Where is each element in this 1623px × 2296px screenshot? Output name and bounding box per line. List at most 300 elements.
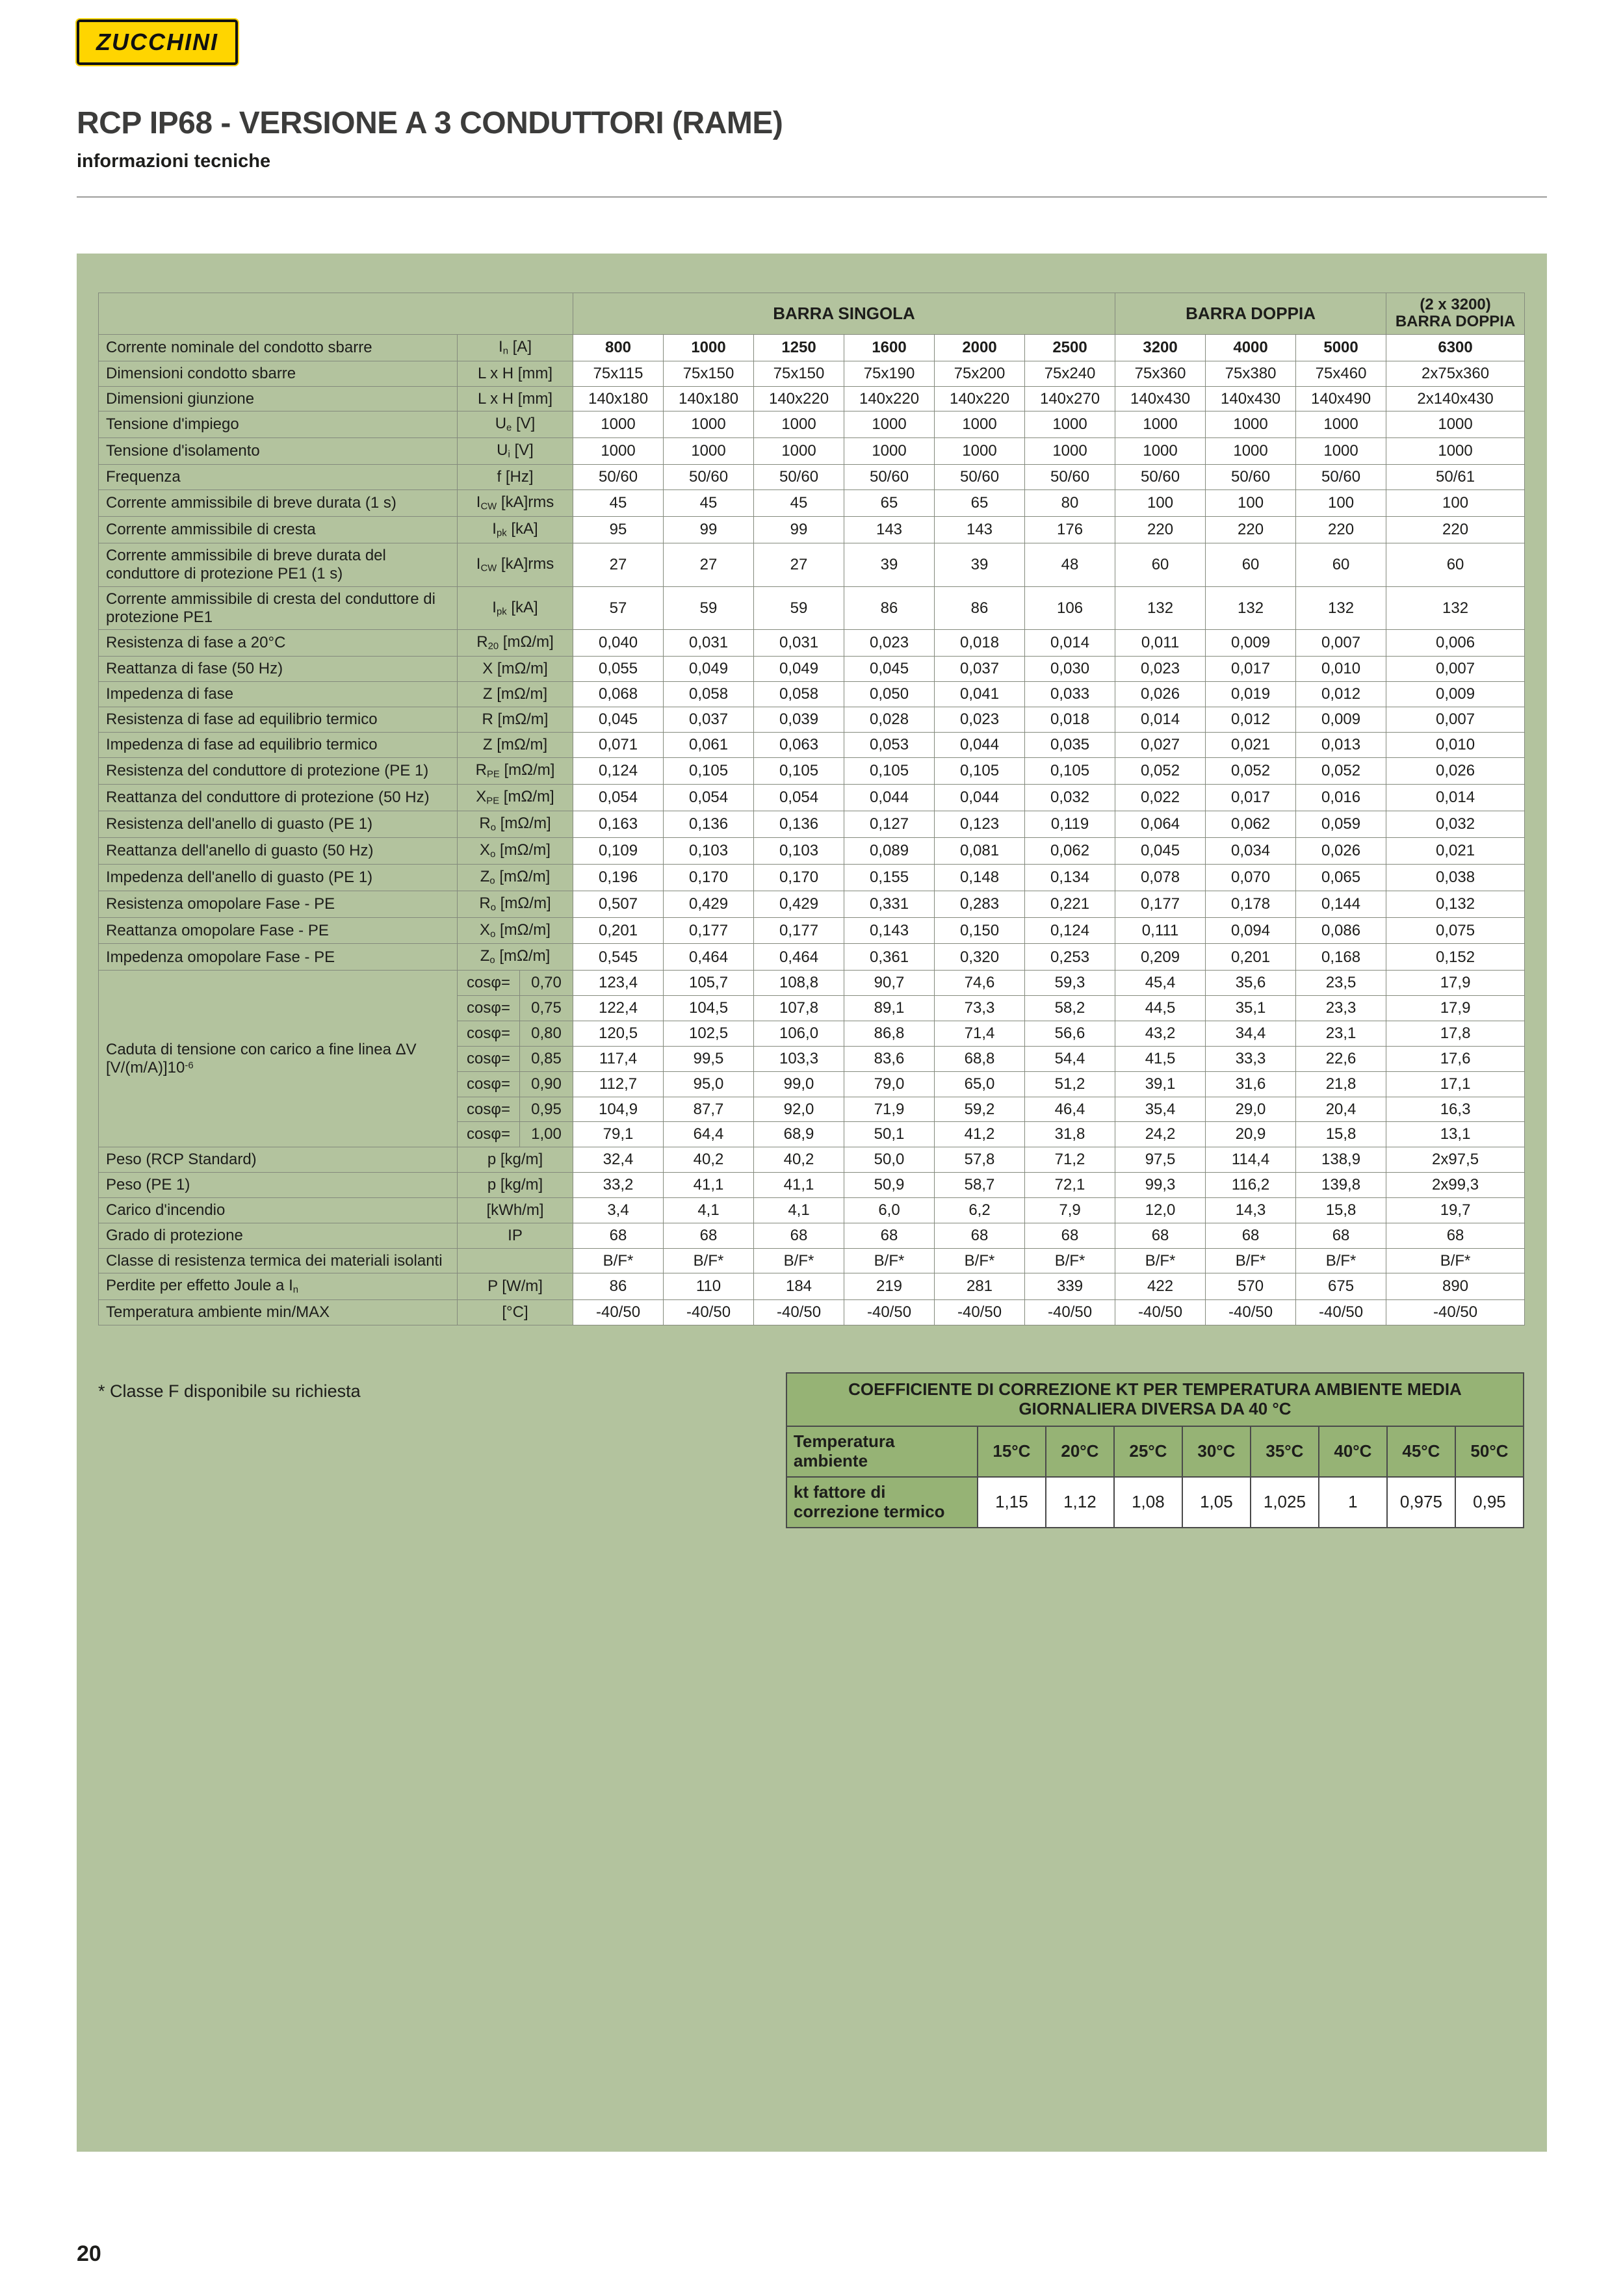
cell: 138,9	[1296, 1147, 1386, 1173]
cell: 68	[664, 1223, 754, 1248]
row-label: Reattanza dell'anello di guasto (50 Hz)	[99, 837, 458, 864]
cos-phi-label: cosφ=	[458, 1097, 520, 1122]
table-row	[99, 465, 1525, 490]
cell: 0,039	[754, 707, 844, 733]
row-unit: $R_o$ [mΩ/m]	[458, 811, 573, 837]
cell: 0,064	[1115, 811, 1206, 837]
technical-data-table	[98, 293, 1525, 1325]
cell: 34,4	[1206, 1021, 1296, 1047]
cell: 0,148	[935, 864, 1025, 891]
cell: 99,0	[754, 1071, 844, 1097]
row-unit: $R_o$ [mΩ/m]	[458, 891, 573, 917]
cell: 0,007	[1386, 707, 1525, 733]
cell: 17,9	[1386, 971, 1525, 996]
cell: 0,209	[1115, 944, 1206, 971]
cell: 32,4	[573, 1147, 664, 1173]
cell: 0,052	[1115, 757, 1206, 784]
cell: 2x75x360	[1386, 361, 1525, 386]
cell: 1000	[1206, 411, 1296, 438]
cell: 3200	[1115, 334, 1206, 361]
cell: 79,0	[844, 1071, 935, 1097]
cell: 114,4	[1206, 1147, 1296, 1173]
cell: 50,0	[844, 1147, 935, 1173]
cell: 0,045	[1115, 837, 1206, 864]
group-header-row	[99, 293, 1525, 335]
kt-temp-header: 30°C	[1182, 1426, 1251, 1477]
cell: 57,8	[935, 1147, 1025, 1173]
cell: 50/60	[1296, 465, 1386, 490]
cell: 0,105	[844, 757, 935, 784]
cell: 0,017	[1206, 657, 1296, 682]
row-label: Corrente ammissibile di breve durata del conduttore di protezione PE1 (1 s)	[99, 543, 458, 587]
row-unit: $I_n$ [A]	[458, 334, 573, 361]
cell: 0,009	[1386, 682, 1525, 707]
cell: 20,9	[1206, 1122, 1296, 1147]
kt-factor-value: 1,025	[1251, 1477, 1319, 1528]
cell: 50/60	[754, 465, 844, 490]
row-unit: P [W/m]	[458, 1273, 573, 1300]
cos-phi-label: cosφ=	[458, 1021, 520, 1047]
kt-factor-value: 0,975	[1387, 1477, 1455, 1528]
cell: 71,4	[935, 1021, 1025, 1047]
cell: 0,044	[935, 732, 1025, 757]
cell: 0,155	[844, 864, 935, 891]
cell: 59,3	[1025, 971, 1115, 996]
table-row	[99, 586, 1525, 630]
kt-factor-value: 1,15	[978, 1477, 1046, 1528]
cell: 75x380	[1206, 361, 1296, 386]
cell: -40/50	[1025, 1300, 1115, 1325]
cell: 1000	[1296, 438, 1386, 465]
cell: 51,2	[1025, 1071, 1115, 1097]
cell: 0,058	[664, 682, 754, 707]
kt-factor-value: 0,95	[1455, 1477, 1524, 1528]
cell: 86	[573, 1273, 664, 1300]
cell: 102,5	[664, 1021, 754, 1047]
cell: 0,049	[754, 657, 844, 682]
row-unit: $X_o$ [mΩ/m]	[458, 837, 573, 864]
cell: 68,8	[935, 1046, 1025, 1071]
cell: 0,331	[844, 891, 935, 917]
cell: 1000	[1115, 411, 1206, 438]
cell: 0,062	[1025, 837, 1115, 864]
cell: 0,045	[573, 707, 664, 733]
kt-value-row	[786, 1477, 1524, 1528]
cell: 50,1	[844, 1122, 935, 1147]
cell: 220	[1296, 517, 1386, 543]
cell: 1000	[573, 411, 664, 438]
cell: 64,4	[664, 1122, 754, 1147]
cell: 45	[754, 490, 844, 517]
cell: 40,2	[664, 1147, 754, 1173]
cell: 41,5	[1115, 1046, 1206, 1071]
row-unit: $I_{pk}$ [kA]	[458, 586, 573, 630]
cell: 16,3	[1386, 1097, 1525, 1122]
cell: 1000	[935, 411, 1025, 438]
cell: 0,081	[935, 837, 1025, 864]
table-row	[99, 438, 1525, 465]
cell: -40/50	[754, 1300, 844, 1325]
cell: 890	[1386, 1273, 1525, 1300]
cell: 23,1	[1296, 1021, 1386, 1047]
cell: 71,9	[844, 1097, 935, 1122]
table-row	[99, 917, 1525, 944]
cell: 2x99,3	[1386, 1173, 1525, 1198]
cell: 140x270	[1025, 386, 1115, 411]
table-row	[99, 1223, 1525, 1248]
cell: 100	[1115, 490, 1206, 517]
row-label: Dimensioni condotto sbarre	[99, 361, 458, 386]
cell: 99	[754, 517, 844, 543]
cell: 0,111	[1115, 917, 1206, 944]
row-label: Reattanza del conduttore di protezione (50 Hz)	[99, 784, 458, 811]
kt-col-label: Temperatura ambiente	[786, 1426, 978, 1477]
cell: 0,013	[1296, 732, 1386, 757]
row-unit: IP	[458, 1223, 573, 1248]
cos-phi-value: 0,85	[520, 1046, 573, 1071]
cell: 45	[573, 490, 664, 517]
cell: 2500	[1025, 334, 1115, 361]
row-unit: $Z_o$ [mΩ/m]	[458, 864, 573, 891]
cell: B/F*	[1386, 1248, 1525, 1273]
row-unit: $R_{20}$ [mΩ/m]	[458, 630, 573, 657]
corner-cell	[99, 293, 573, 335]
cell: 0,031	[664, 630, 754, 657]
cell: 27	[664, 543, 754, 587]
row-label: Temperatura ambiente min/MAX	[99, 1300, 458, 1325]
cell: 104,5	[664, 996, 754, 1021]
cell: 0,058	[754, 682, 844, 707]
cell: 184	[754, 1273, 844, 1300]
cell: 0,019	[1206, 682, 1296, 707]
cell: 0,038	[1386, 864, 1525, 891]
cell: 15,8	[1296, 1197, 1386, 1223]
row-unit: f [Hz]	[458, 465, 573, 490]
cell: 0,507	[573, 891, 664, 917]
cell: 56,6	[1025, 1021, 1115, 1047]
cell: 140x490	[1296, 386, 1386, 411]
row-label: Corrente ammissibile di cresta	[99, 517, 458, 543]
cell: -40/50	[844, 1300, 935, 1325]
cell: 0,068	[573, 682, 664, 707]
cell: 0,037	[664, 707, 754, 733]
row-unit: Z [mΩ/m]	[458, 682, 573, 707]
row-unit: $X_{PE}$ [mΩ/m]	[458, 784, 573, 811]
cell: 0,028	[844, 707, 935, 733]
table-row	[99, 1273, 1525, 1300]
cell: 1000	[1025, 438, 1115, 465]
cell: 1000	[844, 411, 935, 438]
table-row	[99, 334, 1525, 361]
kt-temp-header: 25°C	[1114, 1426, 1182, 1477]
cell: 0,065	[1296, 864, 1386, 891]
cell: 19,7	[1386, 1197, 1525, 1223]
cell: 35,6	[1206, 971, 1296, 996]
row-label: Corrente nominale del condotto sbarre	[99, 334, 458, 361]
cell: 132	[1115, 586, 1206, 630]
cell: 86	[935, 586, 1025, 630]
cell: 65	[844, 490, 935, 517]
row-label: Impedenza di fase	[99, 682, 458, 707]
cell: 68	[1025, 1223, 1115, 1248]
cell: -40/50	[664, 1300, 754, 1325]
cell: 17,8	[1386, 1021, 1525, 1047]
table-row	[99, 1197, 1525, 1223]
cell: 68	[935, 1223, 1025, 1248]
row-unit: R [mΩ/m]	[458, 707, 573, 733]
row-unit: $I_{pk}$ [kA]	[458, 517, 573, 543]
cos-phi-label: cosφ=	[458, 1071, 520, 1097]
cell: 105,7	[664, 971, 754, 996]
cell: 0,103	[754, 837, 844, 864]
table-row	[99, 490, 1525, 517]
cell: 95,0	[664, 1071, 754, 1097]
cell: 0,061	[664, 732, 754, 757]
cell: 59	[754, 586, 844, 630]
cell: 0,031	[754, 630, 844, 657]
cell: 50/61	[1386, 465, 1525, 490]
cell: 58,7	[935, 1173, 1025, 1198]
cell: 0,105	[754, 757, 844, 784]
row-unit: $Z_o$ [mΩ/m]	[458, 944, 573, 971]
kt-title-row	[786, 1373, 1524, 1426]
cell: 50/60	[664, 465, 754, 490]
cell: 33,2	[573, 1173, 664, 1198]
cell: 107,8	[754, 996, 844, 1021]
cell: 87,7	[664, 1097, 754, 1122]
cell: 46,4	[1025, 1097, 1115, 1122]
cell: 0,429	[754, 891, 844, 917]
cell: 0,054	[664, 784, 754, 811]
table-row	[99, 411, 1525, 438]
cell: 0,201	[1206, 944, 1296, 971]
cell: 41,1	[754, 1173, 844, 1198]
cell: 0,018	[1025, 707, 1115, 733]
cell: 0,094	[1206, 917, 1296, 944]
cell: 0,105	[664, 757, 754, 784]
cell: 21,8	[1296, 1071, 1386, 1097]
cell: 23,5	[1296, 971, 1386, 996]
cell: 60	[1296, 543, 1386, 587]
cell: 0,014	[1025, 630, 1115, 657]
cell: 0,054	[754, 784, 844, 811]
cell: 0,075	[1386, 917, 1525, 944]
cos-phi-value: 0,75	[520, 996, 573, 1021]
cell: 0,006	[1386, 630, 1525, 657]
cell: 800	[573, 334, 664, 361]
cell: 50/60	[844, 465, 935, 490]
table-row	[99, 1173, 1525, 1198]
cell: 0,033	[1025, 682, 1115, 707]
cell: 139,8	[1296, 1173, 1386, 1198]
cell: 0,044	[844, 784, 935, 811]
cell: 0,168	[1296, 944, 1386, 971]
cell: 75x150	[664, 361, 754, 386]
cell: 0,119	[1025, 811, 1115, 837]
cell: 6300	[1386, 334, 1525, 361]
cell: 0,178	[1206, 891, 1296, 917]
cell: 68,9	[754, 1122, 844, 1147]
cell: 0,053	[844, 732, 935, 757]
cell: 0,007	[1386, 657, 1525, 682]
row-label: Peso (RCP Standard)	[99, 1147, 458, 1173]
cell: 12,0	[1115, 1197, 1206, 1223]
cell: 140x430	[1115, 386, 1206, 411]
cell: 0,049	[664, 657, 754, 682]
cos-phi-value: 0,70	[520, 971, 573, 996]
cell: 220	[1206, 517, 1296, 543]
cell: 75x460	[1296, 361, 1386, 386]
below-table-area	[98, 1372, 1524, 1528]
cell: 60	[1206, 543, 1296, 587]
kt-temp-header: 45°C	[1387, 1426, 1455, 1477]
cell: 41,2	[935, 1122, 1025, 1147]
kt-temp-header: 35°C	[1251, 1426, 1319, 1477]
cell: 68	[754, 1223, 844, 1248]
cell: 31,8	[1025, 1122, 1115, 1147]
cell: 68	[844, 1223, 935, 1248]
row-unit: $U_i$ [V]	[458, 438, 573, 465]
cos-phi-label: cosφ=	[458, 1122, 520, 1147]
cell: 0,105	[1025, 757, 1115, 784]
table-row	[99, 811, 1525, 837]
row-label: Resistenza dell'anello di guasto (PE 1)	[99, 811, 458, 837]
row-label: Peso (PE 1)	[99, 1173, 458, 1198]
cell: 89,1	[844, 996, 935, 1021]
cell: 0,063	[754, 732, 844, 757]
cell: -40/50	[1296, 1300, 1386, 1325]
cell: 45	[664, 490, 754, 517]
cell: 132	[1386, 586, 1525, 630]
cell: 0,283	[935, 891, 1025, 917]
cell: 140x220	[844, 386, 935, 411]
row-unit: L x H [mm]	[458, 361, 573, 386]
cell: 1000	[844, 438, 935, 465]
cell: 75x200	[935, 361, 1025, 386]
cell: 0,062	[1206, 811, 1296, 837]
cell: 1000	[754, 411, 844, 438]
cell: 2000	[935, 334, 1025, 361]
cell: 0,009	[1296, 707, 1386, 733]
cell: 100	[1206, 490, 1296, 517]
cell: 143	[935, 517, 1025, 543]
cell: 0,201	[573, 917, 664, 944]
cell: B/F*	[754, 1248, 844, 1273]
cell: 1000	[754, 438, 844, 465]
cell: 74,6	[935, 971, 1025, 996]
cell: 35,4	[1115, 1097, 1206, 1122]
cell: 0,026	[1386, 757, 1525, 784]
cell: 29,0	[1206, 1097, 1296, 1122]
cell: 0,012	[1206, 707, 1296, 733]
cell: 75x360	[1115, 361, 1206, 386]
cell: 0,032	[1025, 784, 1115, 811]
cell: 0,041	[935, 682, 1025, 707]
cell: 0,023	[1115, 657, 1206, 682]
cell: 108,8	[754, 971, 844, 996]
table-row	[99, 944, 1525, 971]
cell: 281	[935, 1273, 1025, 1300]
cell: 0,464	[664, 944, 754, 971]
row-label: Resistenza omopolare Fase - PE	[99, 891, 458, 917]
cell: -40/50	[1206, 1300, 1296, 1325]
cell: 23,3	[1296, 996, 1386, 1021]
cell: 0,429	[664, 891, 754, 917]
row-label: Resistenza di fase ad equilibrio termico	[99, 707, 458, 733]
cell: 0,170	[754, 864, 844, 891]
cell: 0,134	[1025, 864, 1115, 891]
cell: B/F*	[1025, 1248, 1115, 1273]
cell: 0,014	[1386, 784, 1525, 811]
cell: 0,023	[844, 630, 935, 657]
cell: 31,6	[1206, 1071, 1296, 1097]
cell: 43,2	[1115, 1021, 1206, 1047]
table-row	[99, 891, 1525, 917]
kt-table-title: COEFFICIENTE DI CORREZIONE KT PER TEMPERATURA AMBIENTE MEDIA GIORNALIERA DIVERSA DA 40 °C	[786, 1373, 1524, 1426]
cell: 0,152	[1386, 944, 1525, 971]
cell: 1000	[573, 438, 664, 465]
cell: 100	[1296, 490, 1386, 517]
cell: 0,022	[1115, 784, 1206, 811]
cell: 1000	[1025, 411, 1115, 438]
cell: 27	[573, 543, 664, 587]
cell: 1000	[1206, 438, 1296, 465]
cell: 15,8	[1296, 1122, 1386, 1147]
page-subtitle: informazioni tecniche	[77, 151, 271, 172]
row-label: Corrente ammissibile di cresta del conduttore di protezione PE1	[99, 586, 458, 630]
cell: 6,2	[935, 1197, 1025, 1223]
cell: 0,014	[1115, 707, 1206, 733]
cell: 0,018	[935, 630, 1025, 657]
cell: 0,109	[573, 837, 664, 864]
cell: 48	[1025, 543, 1115, 587]
table-row	[99, 837, 1525, 864]
zucchini-logo-text: ZUCCHINI	[96, 29, 218, 55]
cos-phi-value: 0,90	[520, 1071, 573, 1097]
cell: -40/50	[935, 1300, 1025, 1325]
row-label: Corrente ammissibile di breve durata (1 s)	[99, 490, 458, 517]
cell: 0,078	[1115, 864, 1206, 891]
cell: 106	[1025, 586, 1115, 630]
kt-factor-value: 1,12	[1046, 1477, 1114, 1528]
cell: 13,1	[1386, 1122, 1525, 1147]
cell: 68	[1296, 1223, 1386, 1248]
kt-factor-value: 1	[1319, 1477, 1387, 1528]
cell: 68	[1386, 1223, 1525, 1248]
cell: 1000	[935, 438, 1025, 465]
cell: 60	[1386, 543, 1525, 587]
kt-factor-value: 1,05	[1182, 1477, 1251, 1528]
cell: 0,007	[1296, 630, 1386, 657]
table-row	[99, 732, 1525, 757]
cell: 0,545	[573, 944, 664, 971]
cell: 99,3	[1115, 1173, 1206, 1198]
row-unit	[458, 1248, 573, 1273]
row-unit: p [kg/m]	[458, 1147, 573, 1173]
cos-phi-value: 0,95	[520, 1097, 573, 1122]
cell: 0,070	[1206, 864, 1296, 891]
row-label: Reattanza omopolare Fase - PE	[99, 917, 458, 944]
data-panel	[77, 254, 1547, 2152]
cell: 103,3	[754, 1046, 844, 1071]
cell: 0,124	[1025, 917, 1115, 944]
cell: 5000	[1296, 334, 1386, 361]
cell: 95	[573, 517, 664, 543]
kt-temp-header: 40°C	[1319, 1426, 1387, 1477]
row-label: Perdite per effetto Joule a $I_n$	[99, 1273, 458, 1300]
cell: 2x97,5	[1386, 1147, 1525, 1173]
cell: 17,1	[1386, 1071, 1525, 1097]
